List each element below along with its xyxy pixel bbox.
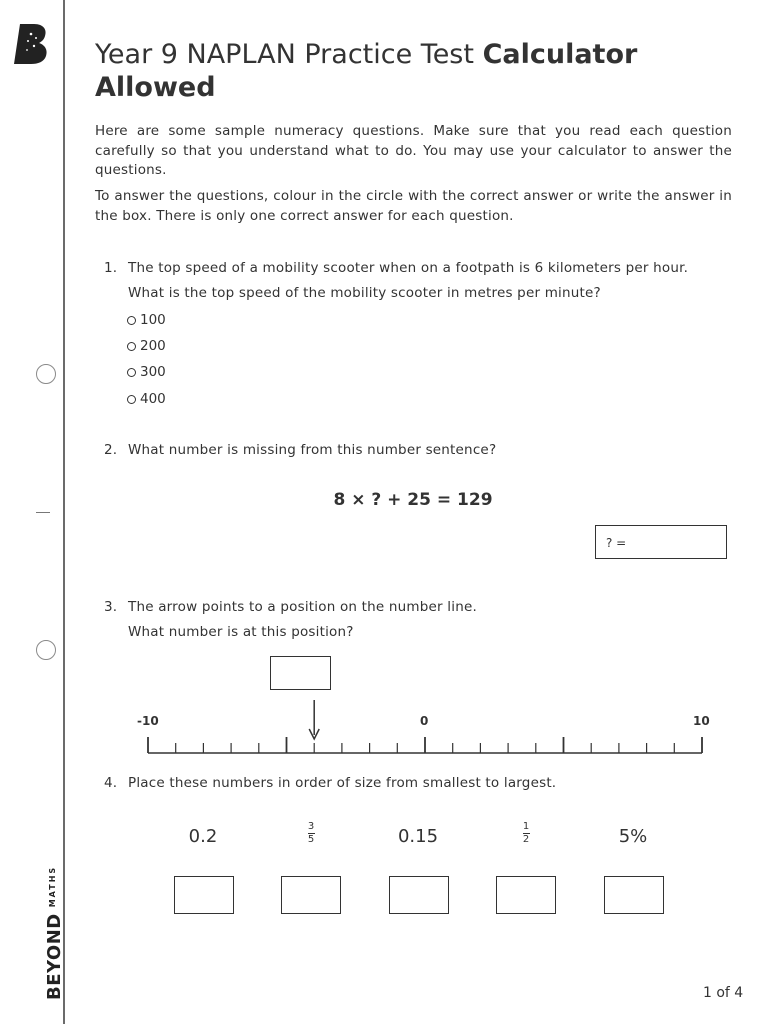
q2-number: 2.: [104, 442, 118, 458]
q1-option-label: 200: [140, 338, 166, 354]
fraction-numerator: 3: [307, 821, 315, 832]
q4-order-box[interactable]: [281, 876, 341, 914]
q1-option-label: 300: [140, 364, 166, 380]
q1-line1: The top speed of a mobility scooter when on a footpath is 6 kilometers per hour.: [128, 260, 689, 276]
number-line-label-min: -10: [137, 714, 159, 728]
title-bold: Calculator Allowed: [95, 39, 638, 103]
brand-word1: BEYOND: [44, 913, 65, 1000]
q2-text: What number is missing from this number sentence?: [128, 442, 497, 458]
number-line-label-zero: 0: [420, 714, 429, 728]
q3-line2: What number is at this position?: [128, 624, 354, 640]
fraction-numerator: 1: [522, 821, 530, 832]
number-line-label-max: 10: [693, 714, 710, 728]
q4-order-box[interactable]: [174, 876, 234, 914]
q1-option-label: 400: [140, 391, 166, 407]
q1-number: 1.: [104, 260, 118, 276]
q2-equation: 8 × ? + 25 = 129: [333, 490, 493, 510]
fraction-denominator: 5: [307, 834, 315, 845]
intro-paragraph-1: Here are some sample numeracy questions. Make sure that you read each question carefully so that you understand what to do. You may use your calculator to answer the questions.: [95, 123, 732, 178]
q4-text: Place these numbers in order of size from smallest to largest.: [128, 775, 557, 791]
q4-item-fraction-1: [296, 822, 326, 845]
q1-option-label: 100: [140, 312, 166, 328]
q4-item-decimal-2: 0.15: [397, 826, 439, 847]
q4-item-percent: 5%: [618, 826, 648, 847]
q2-answer-label: ? =: [606, 536, 627, 550]
q3-number: 3.: [104, 599, 118, 615]
title-regular: Year 9 NAPLAN Practice Test: [95, 39, 474, 70]
intro-paragraph-2: To answer the questions, colour in the circle with the correct answer or write the answer in the box. There is only one correct answer for each question.: [95, 188, 732, 224]
q4-order-box[interactable]: [604, 876, 664, 914]
fraction-denominator: 2: [522, 834, 530, 845]
brand-word2: MATHS: [48, 865, 57, 908]
q4-number: 4.: [104, 775, 118, 791]
q1-line2: What is the top speed of the mobility scooter in metres per minute?: [128, 285, 601, 301]
q4-order-box[interactable]: [496, 876, 556, 914]
page-indicator: 1 of 4: [703, 985, 744, 1001]
q4-item-decimal-1: 0.2: [188, 826, 218, 847]
q3-line1: The arrow points to a position on the number line.: [128, 599, 477, 615]
q4-item-fraction-2: [511, 822, 541, 845]
q4-order-box[interactable]: [389, 876, 449, 914]
